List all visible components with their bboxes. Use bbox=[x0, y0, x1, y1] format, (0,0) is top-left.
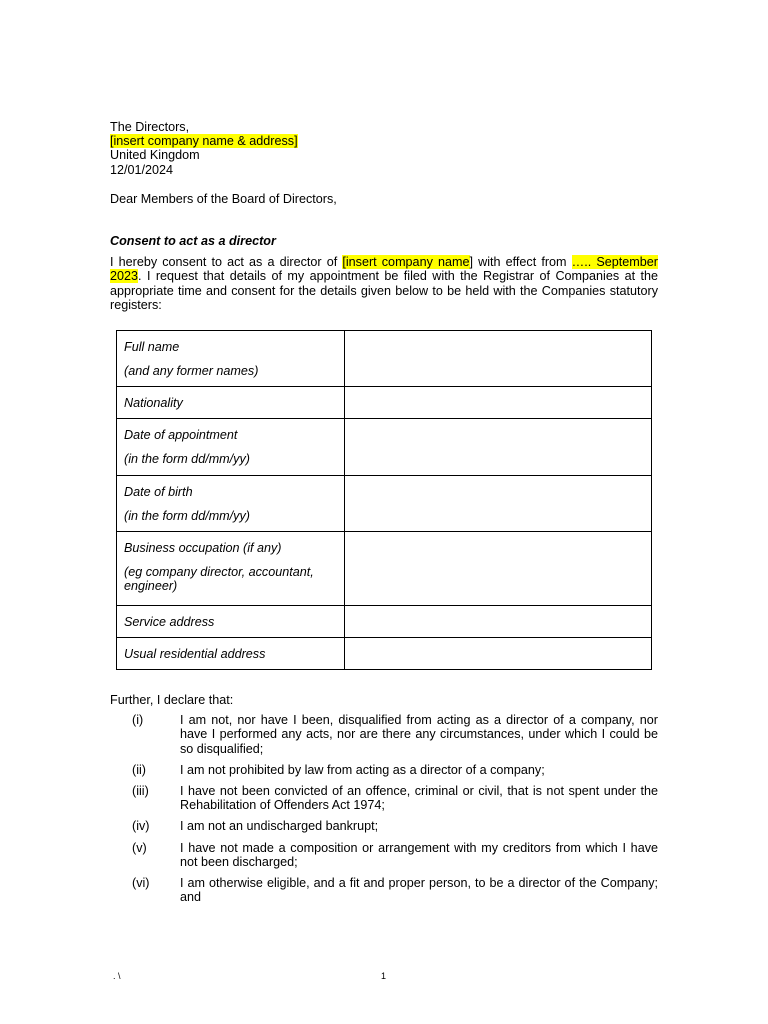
item-number: (iii) bbox=[132, 784, 149, 799]
item-text: I have not been convicted of an offence, criminal or civil, that is not spent under the Rehabilitation of Offenders Act 1974; bbox=[180, 784, 658, 813]
table-row bbox=[117, 532, 652, 606]
item-text: I am otherwise eligible, and a fit and proper person, to be a director of the Company; and bbox=[180, 876, 658, 905]
row-sublabel: (in the form dd/mm/yy) bbox=[124, 452, 250, 467]
table-row bbox=[117, 419, 652, 476]
row-sublabel: (eg company director, accountant, engineer) bbox=[124, 565, 314, 594]
declaration-lead: Further, I declare that: bbox=[110, 693, 234, 707]
list-item bbox=[110, 784, 658, 812]
company-name-placeholder: [insert company name bbox=[342, 255, 470, 270]
row-label: Usual residential address bbox=[124, 647, 266, 661]
document-heading: Consent to act as a director bbox=[110, 234, 276, 249]
business-occupation-field[interactable] bbox=[345, 532, 652, 606]
row-label: Service address bbox=[124, 615, 215, 629]
item-number: (i) bbox=[132, 713, 144, 728]
intro-text-2: ] with effect from bbox=[469, 255, 572, 270]
item-text: I am not, nor have I been, disqualified from acting as a director of a company, nor have I performed any acts, nor are there any circumstances, under which I could be so disqualified; bbox=[180, 713, 658, 756]
list-item bbox=[110, 876, 658, 904]
letter-date: 12/01/2024 bbox=[110, 162, 174, 177]
nationality-field[interactable] bbox=[345, 387, 652, 419]
list-item bbox=[110, 713, 658, 756]
intro-paragraph bbox=[110, 255, 658, 312]
row-label: Nationality bbox=[124, 396, 183, 410]
row-sublabel: (and any former names) bbox=[124, 364, 259, 379]
list-item bbox=[110, 819, 658, 833]
row-label: Date of birth bbox=[124, 485, 193, 499]
birth-date-field[interactable] bbox=[345, 476, 652, 532]
country: United Kingdom bbox=[110, 148, 200, 163]
item-text: I am not prohibited by law from acting as a director of a company; bbox=[180, 762, 545, 777]
recipient: The Directors, bbox=[110, 120, 190, 134]
residential-address-field[interactable] bbox=[345, 638, 652, 670]
row-sublabel: (in the form dd/mm/yy) bbox=[124, 509, 250, 524]
service-address-field[interactable] bbox=[345, 606, 652, 638]
list-item bbox=[110, 763, 658, 777]
letter-body bbox=[110, 120, 658, 905]
salutation: Dear Members of the Board of Directors, bbox=[110, 191, 337, 206]
intro-text-3: . I request that details of my appointment be filed with the Registrar of Companies at the appropriate time and consent for the details given below to be held with the Companies statutory registers: bbox=[110, 269, 658, 312]
table-row bbox=[117, 387, 652, 419]
table-row bbox=[117, 331, 652, 387]
list-item bbox=[110, 841, 658, 869]
table-row bbox=[117, 638, 652, 670]
table-row bbox=[117, 606, 652, 638]
row-label: Full name bbox=[124, 340, 180, 354]
declaration-list bbox=[110, 713, 658, 904]
item-text: I am not an undischarged bankrupt; bbox=[180, 819, 379, 834]
full-name-field[interactable] bbox=[345, 331, 652, 387]
address-block bbox=[110, 120, 658, 177]
declaration-section bbox=[110, 693, 658, 911]
company-address-placeholder: [insert company name & address] bbox=[110, 134, 298, 149]
appointment-date-field[interactable] bbox=[345, 419, 652, 476]
item-text: I have not made a composition or arrangement with my creditors from which I have not been discharged; bbox=[180, 840, 658, 869]
intro-text-1: I hereby consent to act as a director of bbox=[110, 255, 343, 270]
start-date-placeholder: ….. September 2023 bbox=[110, 255, 658, 284]
table-row bbox=[117, 476, 652, 532]
page-number: 1 bbox=[381, 971, 387, 981]
item-number: (ii) bbox=[132, 762, 146, 777]
row-label: Date of appointment bbox=[124, 428, 238, 442]
item-number: (iv) bbox=[132, 819, 150, 834]
item-number: (vi) bbox=[132, 876, 150, 891]
director-details-table bbox=[116, 330, 652, 670]
row-label: Business occupation (if any) bbox=[124, 541, 282, 555]
item-number: (v) bbox=[132, 840, 147, 855]
footer-mark: . \ bbox=[113, 971, 121, 981]
